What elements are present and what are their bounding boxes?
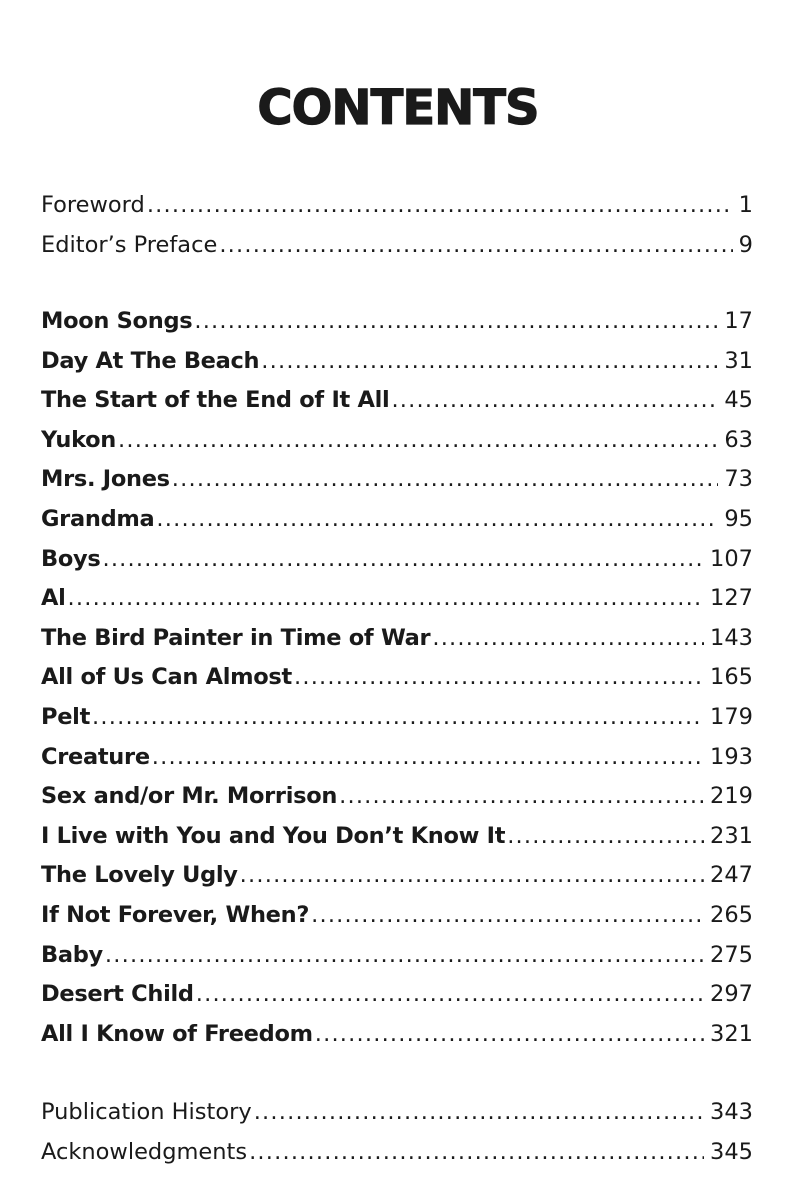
toc-entry-page: 343 — [710, 1099, 753, 1125]
toc-entry[interactable] — [41, 1093, 753, 1133]
toc-entry[interactable] — [41, 342, 753, 382]
dot-leader — [315, 1015, 704, 1055]
dot-leader — [261, 342, 718, 382]
stories-list — [41, 302, 753, 1054]
dot-leader — [249, 1133, 704, 1173]
toc-entry[interactable] — [41, 302, 753, 342]
dot-leader — [68, 579, 705, 619]
dot-leader — [294, 658, 704, 698]
dot-leader — [152, 738, 704, 778]
toc-entry-title: Pelt — [41, 703, 91, 730]
toc-entry-page: 247 — [710, 862, 753, 889]
toc-entry-title: The Bird Painter in Time of War — [41, 624, 431, 651]
toc-entry-page: 73 — [724, 466, 753, 493]
toc-entry[interactable] — [41, 1015, 753, 1055]
toc-entry-page: 31 — [724, 347, 753, 374]
dot-leader — [147, 186, 733, 226]
toc-entry-title: Al — [41, 585, 66, 612]
dot-leader — [92, 698, 704, 738]
toc-entry-title: Yukon — [41, 426, 117, 453]
toc-entry-title: Day At The Beach — [41, 347, 260, 374]
dot-leader — [311, 896, 704, 936]
toc-entry-page: 179 — [710, 703, 753, 730]
toc-entry-page: 1 — [738, 192, 753, 218]
dot-leader — [507, 817, 704, 857]
toc-entry-page: 107 — [710, 545, 753, 572]
toc-entry-page: 345 — [710, 1138, 753, 1165]
toc-entry-title: Desert Child — [41, 981, 194, 1008]
dot-leader — [102, 540, 704, 580]
toc-entry-page: 63 — [724, 426, 753, 453]
dot-leader — [118, 421, 718, 461]
dot-leader — [156, 500, 718, 540]
back-matter-list — [41, 1093, 753, 1172]
toc-entry-title: Foreword — [41, 192, 145, 218]
toc-entry[interactable] — [41, 698, 753, 738]
toc-entry-page: 297 — [710, 981, 753, 1008]
toc-entry-title: Publication History — [41, 1099, 252, 1125]
toc-entry[interactable] — [41, 817, 753, 857]
toc-entry-page: 143 — [710, 624, 753, 651]
toc-entry-title: All I Know of Freedom — [41, 1020, 313, 1047]
toc-entry-page: 231 — [710, 822, 753, 849]
toc-entry-title: Grandma — [41, 505, 155, 532]
toc-entry[interactable] — [41, 460, 753, 500]
toc-entry-title: Baby — [41, 941, 103, 968]
toc-entry[interactable] — [41, 856, 753, 896]
toc-entry[interactable] — [41, 975, 753, 1015]
toc-entry-title: Sex and/or Mr. Morrison — [41, 783, 338, 810]
toc-entry[interactable] — [41, 421, 753, 461]
toc-entry[interactable] — [41, 579, 753, 619]
toc-entry-title: Editor’s Preface — [41, 231, 218, 258]
toc-entry[interactable] — [41, 186, 753, 226]
toc-entry-page: 127 — [710, 585, 753, 612]
toc-entry[interactable] — [41, 540, 753, 580]
dot-leader — [391, 381, 718, 421]
toc-entry-title: If Not Forever, When? — [41, 901, 310, 928]
toc-entry-title: Boys — [41, 545, 101, 572]
dot-leader — [240, 856, 704, 896]
toc-entry[interactable] — [41, 738, 753, 778]
dot-leader — [196, 975, 704, 1015]
dot-leader — [219, 226, 732, 266]
toc-entry-title: Moon Songs — [41, 308, 193, 334]
toc-entry[interactable] — [41, 500, 753, 540]
toc-entry[interactable] — [41, 936, 753, 976]
toc-entry-page: 275 — [710, 941, 753, 968]
toc-entry-title: All of Us Can Almost — [41, 664, 292, 691]
toc-entry-title: The Lovely Ugly — [41, 862, 238, 889]
dot-leader — [194, 302, 718, 342]
toc-entry-page: 219 — [710, 783, 753, 810]
toc-entry[interactable] — [41, 896, 753, 936]
front-matter-list — [41, 186, 753, 265]
toc-entry[interactable] — [41, 1133, 753, 1173]
toc-entry-page: 9 — [738, 231, 753, 258]
toc-entry[interactable] — [41, 619, 753, 659]
toc-entry-title: Creature — [41, 743, 150, 770]
page-title: CONTENTS — [257, 80, 539, 137]
toc-entry[interactable] — [41, 777, 753, 817]
toc-entry-page: 17 — [724, 308, 753, 334]
toc-entry[interactable] — [41, 381, 753, 421]
toc-entry-page: 321 — [710, 1020, 753, 1047]
dot-leader — [432, 619, 704, 659]
toc-entry-page: 265 — [710, 901, 753, 928]
toc-entry-page: 95 — [724, 505, 753, 532]
toc-entry-page: 193 — [710, 743, 753, 770]
toc-entry-title: The Start of the End of It All — [41, 387, 390, 414]
dot-leader — [105, 936, 704, 976]
dot-leader — [254, 1093, 704, 1133]
toc-entry[interactable] — [41, 226, 753, 266]
dot-leader — [339, 777, 704, 817]
toc-entry-page: 45 — [724, 387, 753, 414]
toc-entry[interactable] — [41, 658, 753, 698]
toc-entry-title: I Live with You and You Don’t Know It — [41, 822, 506, 849]
toc-entry-title: Acknowledgments — [41, 1138, 248, 1165]
dot-leader — [172, 460, 719, 500]
toc-entry-page: 165 — [710, 664, 753, 691]
toc-entry-title: Mrs. Jones — [41, 466, 170, 493]
